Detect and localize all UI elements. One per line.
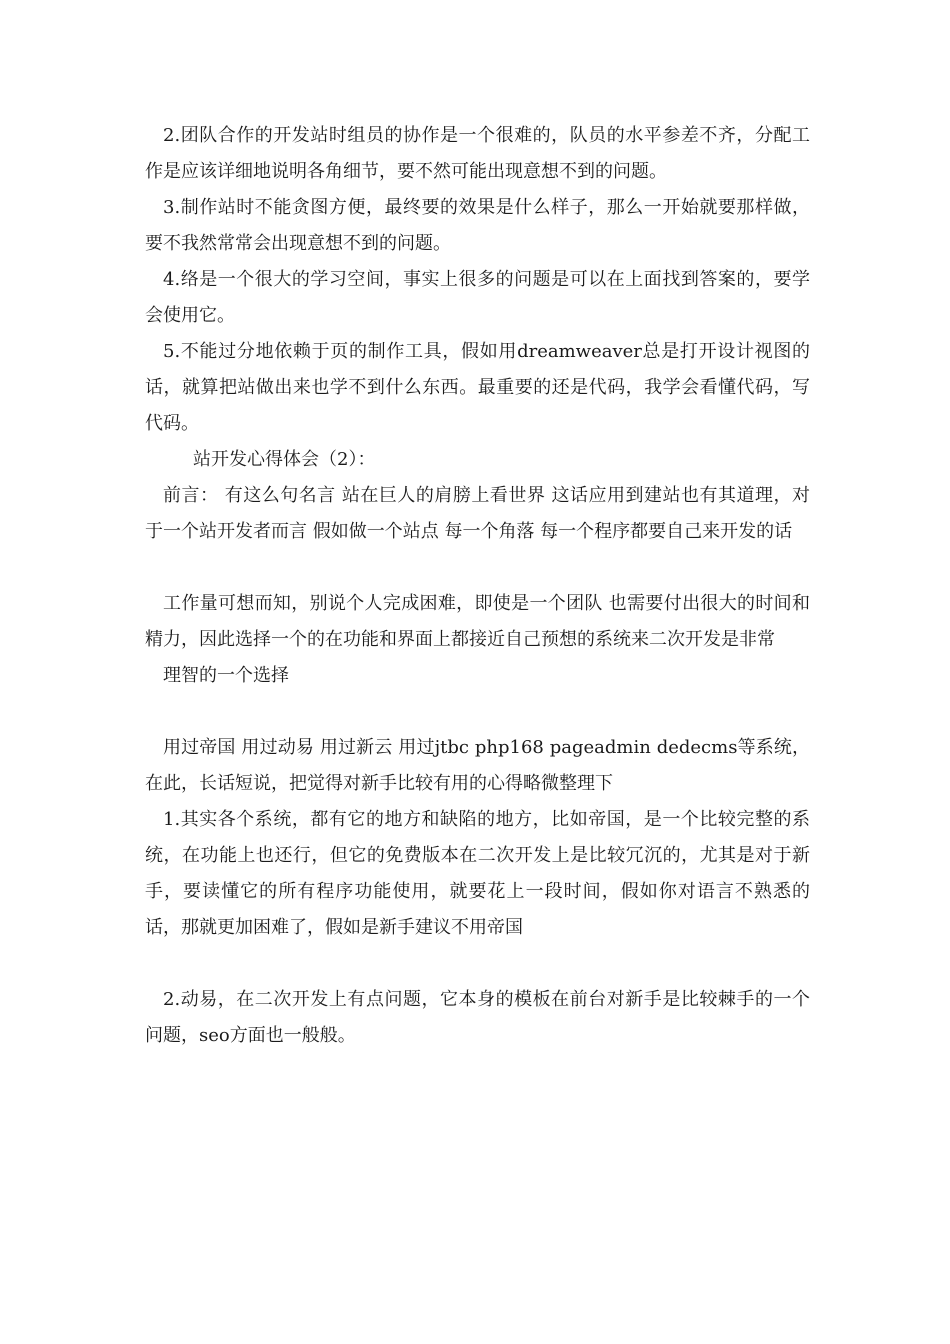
- paragraph-workload: 工作量可想而知，别说个人完成困难，即使是一个团队 也需要付出很大的时间和精力，因此选择一个的在功能和界面上都接近自己预想的系统来二次开发是非常: [145, 593, 810, 650]
- paragraph-systems-used: 用过帝国 用过动易 用过新云 用过jtbc php168 pageadmin dedecms等系统，在此，长话短说，把觉得对新手比较有用的心得略微整理下: [145, 737, 810, 794]
- blank-line: [145, 550, 810, 586]
- paragraph-item-5: 5.不能过分地依赖于页的制作工具，假如用dreamweaver总是打开设计视图的话，就算把站做出来也学不到什么东西。最重要的还是代码，我学会看懂代码，写代码。: [145, 341, 810, 434]
- paragraph-item-2: 2.团队合作的开发站时组员的协作是一个很难的，队员的水平参差不齐，分配工作是应该详细地说明各角细节，要不然可能出现意想不到的问题。: [145, 125, 810, 182]
- section-heading: 站开发心得体会（2）：: [193, 449, 376, 470]
- paragraph-item-2-dongyi: 2.动易，在二次开发上有点问题，它本身的模板在前台对新手是比较棘手的一个问题，seo方面也一般般。: [145, 989, 810, 1046]
- paragraph-item-4: 4.络是一个很大的学习空间，事实上很多的问题是可以在上面找到答案的，要学会使用它。: [145, 269, 810, 326]
- paragraph-preface: 前言： 有这么句名言 站在巨人的肩膀上看世界 这话应用到建站也有其道理，对于一个站开发者而言 假如做一个站点 每一个角落 每一个程序都要自己来开发的话: [145, 485, 810, 542]
- blank-line: [145, 694, 810, 730]
- document-body: [145, 118, 810, 1054]
- paragraph-item-3: 3.制作站时不能贪图方便，最终要的效果是什么样子，那么一开始就要那样做，要不我然常常会出现意想不到的问题。: [145, 197, 810, 254]
- paragraph-item-1-empire: 1.其实各个系统，都有它的地方和缺陷的地方，比如帝国，是一个比较完整的系统，在功能上也还行，但它的免费版本在二次开发上是比较冗沉的，尤其是对于新手，要读懂它的所有程序功能使用，就要花上一段时间，假如你对语言不熟悉的话，那就更加困难了，假如是新手建议不用帝国: [145, 809, 810, 938]
- blank-line: [145, 946, 810, 982]
- paragraph-wise-choice: 理智的一个选择: [163, 665, 289, 686]
